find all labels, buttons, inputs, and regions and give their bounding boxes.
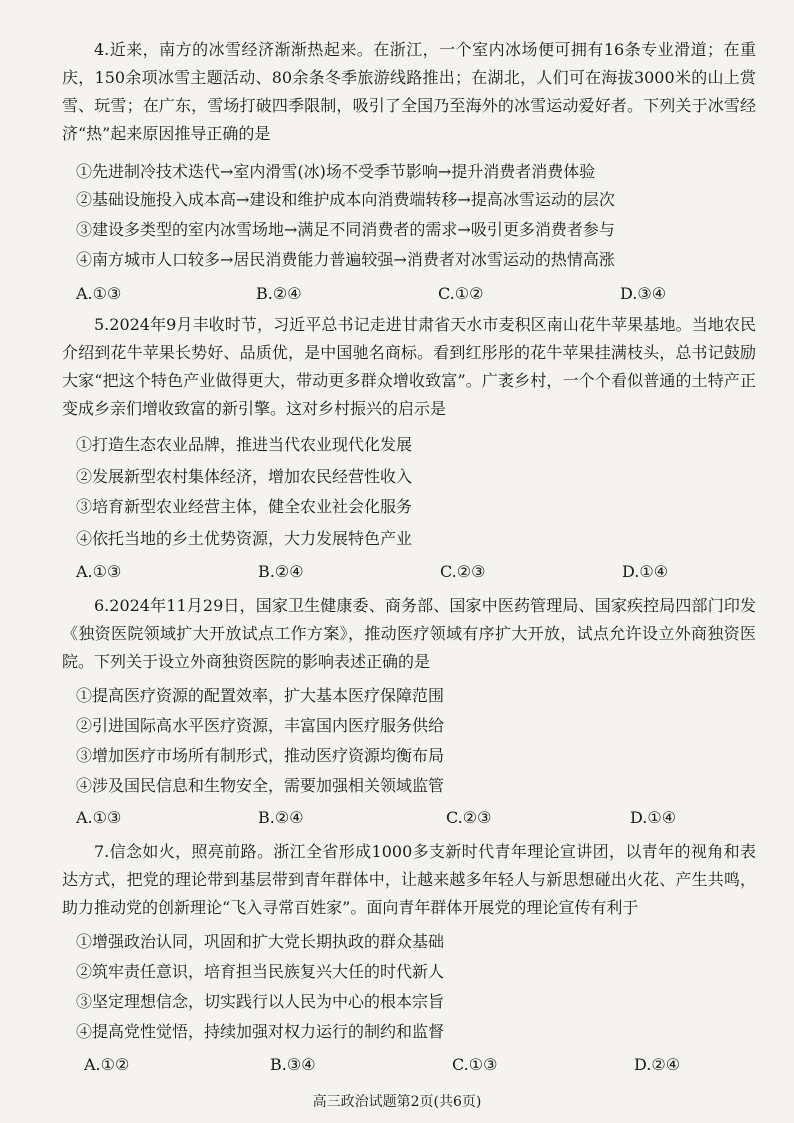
option-item: ①打造生态农业品牌，推进当代农业现代化发展 [76,435,413,454]
choice-d: D.①④ [630,808,677,827]
option-item: ①先进制冷技术迭代→室内滑雪(冰)场不受季节影响→提升消费者消费体验 [76,162,596,181]
question-stem: 4.近来，南方的冰雪经济渐渐热起来。在浙江，一个室内冰场便可拥有16条专业滑道；在重庆，150余项冰雪主题活动、80余条冬季旅游线路推出；在湖北，人们可在海拔3000米的山上赏雪、玩雪；在广东，雪场打破四季限制，吸引了全国乃至海外的冰雪运动爱好者。下列关于冰雪经济“热”起来原因推导正确的是 [62,40,756,143]
option-item: ③增加医疗市场所有制形式，推动医疗资源均衡布局 [76,746,445,765]
choice-a: A.①③ [76,808,122,827]
option-item: ①增强政治认同，巩固和扩大党长期执政的群众基础 [76,932,445,951]
choice-c: C.①③ [452,1055,498,1074]
choice-a: A.①② [84,1055,130,1074]
option-item: ②引进国际高水平医疗资源，丰富国内医疗服务供给 [76,716,445,735]
option-item: ①提高医疗资源的配置效率，扩大基本医疗保障范围 [76,686,445,705]
choice-c: C.②③ [440,562,486,581]
choice-b: B.②④ [256,284,302,303]
choice-b: B.②④ [258,562,304,581]
choice-d: D.①④ [622,562,669,581]
option-item: ③建设多类型的室内冰雪场地→满足不同消费者的需求→吸引更多消费者参与 [76,220,615,239]
choice-d: D.③④ [620,284,667,303]
option-item: ②基础设施投入成本高→建设和维护成本向消费端转移→提高冰雪运动的层次 [76,190,615,209]
option-item: ④提高党性觉悟，持续加强对权力运行的制约和监督 [76,1022,445,1041]
option-item: ④南方城市人口较多→居民消费能力普遍较强→消费者对冰雪运动的热情高涨 [76,250,615,269]
choice-c: C.②③ [446,808,492,827]
option-item: ④依托当地的乡土优势资源，大力发展特色产业 [76,529,413,548]
question-stem: 6.2024年11月29日，国家卫生健康委、商务部、国家中医药管理局、国家疾控局四部门印发《独资医院领域扩大开放试点工作方案》，推动医疗领域有序扩大开放，试点允许设立外商独资医院。下列关于设立外商独资医院的影响表述正确的是 [62,596,756,671]
option-item: ④涉及国民信息和生物安全，需要加强相关领域监管 [76,776,445,795]
option-item: ②筑牢责任意识，培育担当民族复兴大任的时代新人 [76,962,445,981]
choice-b: B.②④ [258,808,304,827]
option-item: ②发展新型农村集体经济，增加农民经营性收入 [76,467,413,486]
choice-b: B.③④ [270,1055,316,1074]
question-stem: 7.信念如火，照亮前路。浙江全省形成1000多支新时代青年理论宣讲团，以青年的视角和表达方式，把党的理论带到基层带到青年群体中，让越来越多年轻人与新思想碰出火花、产生共鸣，助力推动党的创新理论“飞入寻常百姓家”。面向青年群体开展党的理论宣传有利于 [62,842,756,917]
choice-a: A.①③ [76,284,122,303]
page-footer: 高三政治试题第2页(共6页) [312,1094,482,1110]
option-item: ③坚定理想信念，切实践行以人民为中心的根本宗旨 [76,992,445,1011]
choice-a: A.①③ [76,562,122,581]
choice-c: C.①② [438,284,484,303]
question-stem: 5.2024年9月丰收时节，习近平总书记走进甘肃省天水市麦积区南山花牛苹果基地。当地农民介绍到花牛苹果长势好、品质优，是中国驰名商标。看到红彤彤的花牛苹果挂满枝头，总书记鼓励大家“把这个特色产业做得更大，带动更多群众增收致富”。广袤乡村，一个个看似普通的土特产正变成乡亲们增收致富的新引擎。这对乡村振兴的启示是 [62,315,756,418]
option-item: ③培育新型农业经营主体，健全农业社会化服务 [76,497,413,516]
choice-d: D.②④ [634,1055,681,1074]
